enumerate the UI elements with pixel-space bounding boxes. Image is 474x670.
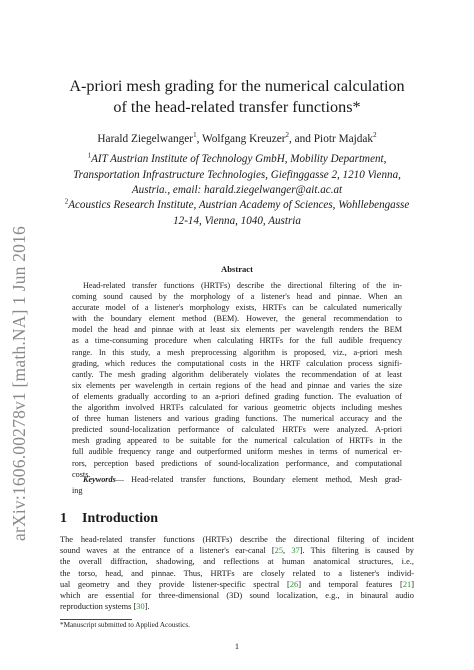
- body-line: The head-related transfer functions (HRTFs) describe the directional filtering of incident: [60, 535, 414, 544]
- abstract-line: grading, which reduces the computational costs in the HRTF calculation process signifi-: [72, 358, 402, 368]
- author-affil-mark: 2: [373, 131, 377, 140]
- citation-link[interactable]: 21: [402, 579, 412, 589]
- abstract-line: six elements per wavelength in certain regions of the head and pinnae and varies the size: [72, 380, 402, 390]
- arxiv-stamp: [4, 178, 34, 588]
- abstract-line: rors, perception based predictions of sound-localization performance, and computational: [72, 458, 402, 468]
- author-name: and Piotr Majdak: [294, 133, 374, 145]
- abstract-heading: Abstract: [221, 264, 253, 274]
- affiliation-line: 12-14, Vienna, 1040, Austria: [173, 214, 301, 227]
- affiliation-line: Transportation Infrastructure Technologies, Giefinggasse 2, 1210 Vienna,: [73, 168, 401, 181]
- affiliation-line: $^2$Acoustics Research Institute, Austrian Academy of Sciences, Wohllebengasse: [64, 197, 410, 211]
- abstract-line: Head-related transfer functions (HRTFs) describe the directional filtering of the in-: [83, 281, 402, 290]
- abstract-line: as a time-consuming procedure when calculating HRTFs for the full audible frequency: [72, 336, 402, 346]
- body-line: reproduction systems [30].: [60, 602, 150, 612]
- author-name: Harald Ziegelwanger: [97, 133, 194, 145]
- affiliation-mark: 2: [64, 197, 69, 206]
- keywords-line: Keywords— Head-related transfer functions, Boundary element method, Mesh grad-: [83, 475, 402, 484]
- abstract-line: of three human listeners and various grading functions. The numerical accuracy and the: [72, 414, 402, 424]
- abstract-line: model the head and pinnae with at least six elements per wavelength renders the BEM: [72, 325, 402, 335]
- affiliation-1: [60, 152, 414, 199]
- body-line: ual geometry and they provide listener-specific spectral [26] and temporal features [21]: [60, 579, 414, 589]
- author-affil-mark: 1: [193, 131, 197, 140]
- body-line: the overall diffraction, shadowing, and reflections at human anatomical structures, i.e.,: [60, 557, 414, 567]
- affiliation-line: Austria., email: harald.ziegelwanger@ait.ac.at: [131, 184, 343, 196]
- paper-title: [60, 76, 414, 118]
- abstract-body: [72, 280, 402, 480]
- affiliation-2: [60, 198, 414, 229]
- abstract-line: with the boundary element method (BEM). However, the general recommendation to: [72, 314, 402, 324]
- abstract-line: accurate model of a listener's morphology exists, HRTFs can be calculated numerically: [72, 303, 402, 313]
- section-number: 1: [60, 511, 67, 526]
- abstract-line: of elements gradually according to an a-priori defined grading function. The evaluation of: [72, 391, 402, 401]
- citation-link[interactable]: 25: [274, 546, 284, 556]
- abstract-line: cantly. The mesh grading algorithm deliberately violates the recommendation of at least: [72, 369, 402, 379]
- keywords-line: ing: [72, 486, 83, 496]
- abstract-line: coming sound caused by the morphology of a listener's head and pinnae. When an: [72, 292, 402, 302]
- author-list: Harald Ziegelwanger$^1$, Wolfgang Kreuzer$^2$, and Piotr Majdak$^2$: [97, 131, 377, 145]
- body-line: the torso, head, and pinnae. Thus, HRTFs are closely related to a listener's individ-: [60, 568, 414, 578]
- citation-link[interactable]: 30: [136, 602, 145, 612]
- section-title: Introduction: [82, 511, 158, 526]
- body-line: sound waves at the entrance of a listener's ear-canal [25, 37]. This filtering is caused by: [60, 546, 414, 556]
- keywords-label: Keywords: [83, 475, 116, 484]
- abstract-line: predicted sound-localization performance of calculated HRTFs were analyzed. A-priori: [72, 425, 402, 435]
- affiliation-line: $^1$AIT Austrian Institute of Technology GmbH, Mobility Department,: [87, 151, 387, 165]
- title-line-1: A-priori mesh grading for the numerical calculation: [69, 77, 405, 95]
- abstract-line: costs.: [72, 469, 91, 479]
- author-name: Wolfgang Kreuzer: [202, 133, 286, 145]
- abstract-line: range. In this study, a mesh preprocessing algorithm is proposed, viz., a-priori mesh: [72, 347, 402, 357]
- body-line: which are essential for three-dimensional (3D) sound localization, e.g., in binaural audio: [60, 591, 414, 601]
- keywords: [72, 474, 402, 496]
- footnote: *Manuscript submitted to Applied Acoustics.: [60, 621, 190, 629]
- section-heading: [60, 511, 158, 527]
- arxiv-stamp-text: arXiv:1606.00278v1 [math.NA] 1 Jun 2016: [8, 225, 29, 541]
- author-affil-mark: 2: [285, 131, 289, 140]
- intro-paragraph: [60, 534, 414, 612]
- affiliation-mark: 1: [87, 151, 92, 160]
- footnote-rule: [60, 619, 132, 620]
- title-line-2: of the head-related transfer functions*: [113, 98, 361, 116]
- abstract-line: mesh grading appeared to be suitable for the numerical calculation of HRTFs in the: [72, 436, 402, 446]
- abstract-line: full audible frequency range and outperformed uniform meshes in terms of numerical er-: [72, 447, 402, 457]
- abstract-line: the algorithm involved HRTFs calculated for various geometric objects including meshes: [72, 403, 402, 413]
- page-number: 1: [234, 642, 240, 651]
- citation-link[interactable]: 26: [289, 579, 299, 589]
- citation-link[interactable]: 37: [291, 546, 300, 556]
